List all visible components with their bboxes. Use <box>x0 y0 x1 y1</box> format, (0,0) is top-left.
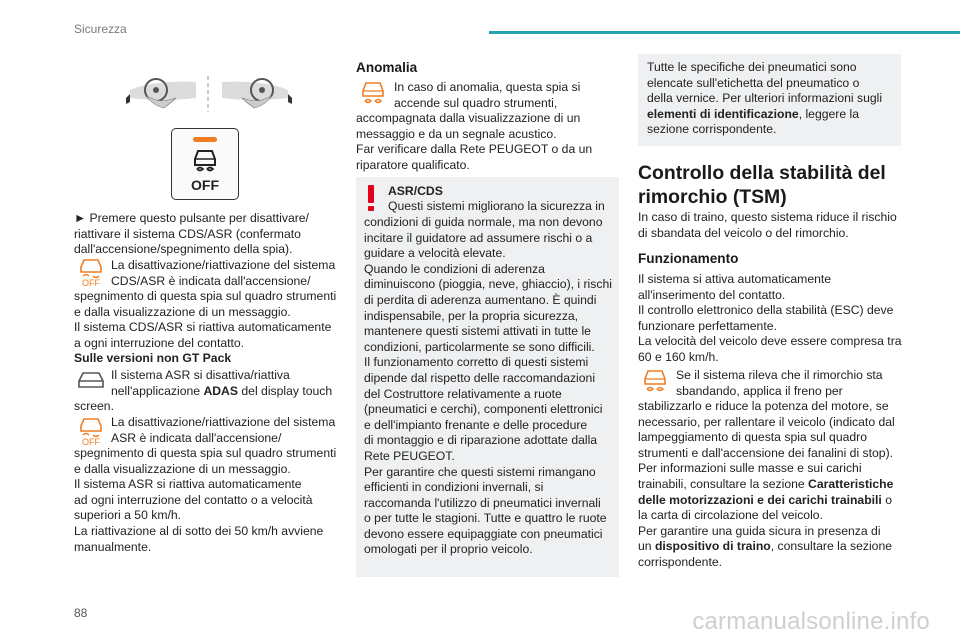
car-icon <box>75 369 107 391</box>
warning-body <box>364 215 614 558</box>
warning-line: omologati per il proprio veicolo. <box>364 542 533 557</box>
warning-line: (pneumatici e cerchi), componenti elettronici <box>364 402 603 417</box>
warning-line: del Costruttore relativamente a ruote <box>364 386 562 401</box>
left-paragraph-2a: La disattivazione/riattivazione del sistema CDS/ASR è indicata dall'accensione/ <box>111 258 336 288</box>
warning-line: condizioni di guida normale, ma non devono <box>364 215 603 229</box>
watermark: carmanualsonline.info <box>692 608 930 635</box>
warning-line-0: Questi sistemi migliorano la sicurezza in <box>388 199 605 213</box>
warning-line: incitare il guidatore ad assumere rischi o a <box>364 230 593 245</box>
esp-off-button-icon <box>171 128 239 200</box>
off-label: OFF <box>191 177 219 193</box>
icon-off-text-2: OFF <box>82 437 100 446</box>
skid-warning-icon-tsm <box>639 368 671 396</box>
warning-line: diminuiscono (pioggia, neve, ghiaccio), i rischi <box>364 277 612 292</box>
left-paragraph-3a: Il sistema ASR si disattiva/riattiva nell'applicazione ADAS del display touch <box>111 368 333 398</box>
funzionamento-heading: Funzionamento <box>638 251 739 266</box>
steering-wheel-left-icon <box>126 79 196 108</box>
warning-line: Quando le condizioni di aderenza <box>364 261 545 276</box>
warning-line: Il funzionamento corretto di questi sistemi <box>364 355 589 370</box>
left-paragraph-2b: spegnimento di questa spia sul quadro strumenti e dalla visualizzazione di un messaggio. Il sistema CDS/ASR si riattiva automaticamente a ogni interruzione del contatto. Sulle versioni non GT Pack <box>74 289 344 367</box>
asr-cds-warning-box <box>356 177 619 577</box>
steering-wheel-illustration <box>124 72 294 116</box>
subhead-non-gt: Sulle versioni non GT Pack <box>74 351 232 366</box>
warning-title: ASR/CDS <box>388 184 443 198</box>
left-paragraph-4b: spegnimento di questa spia sul quadro strumenti e dalla visualizzazione di un messaggio. Il sistema ASR si riattiva automaticamente ad ogni interruzione del contatto o a velocità superiori a 50 km/h. La riattivazione al di sotto dei 50 km/h avviene manualmente. <box>74 446 337 554</box>
warning-line: Per garantire che questi sistemi rimangano <box>364 464 596 479</box>
funz-text-a: Il sistema si attiva automaticamente all'inserimento del contatto. Il controllo elettronico della stabilità (ESC) deve funzionare perfettamente. La velocità del veicolo deve essere compresa tra 60 e 160 km/h. <box>638 272 902 364</box>
header-accent-bar <box>489 31 960 34</box>
left-paragraph-4a: La disattivazione/riattivazione del sistema ASR è indicata dall'accensione/ <box>111 415 336 445</box>
page-number: 88 <box>74 606 88 620</box>
tsm-title: Controllo della stabilità del rimorchio (TSM) <box>638 162 886 208</box>
warning-line: raccomanda l'utilizzo di pneumatici invernali <box>364 495 601 510</box>
icon-off-text: OFF <box>82 278 100 287</box>
warning-line: efficienti in condizioni invernali, si <box>364 480 544 495</box>
warning-line: indispensabile, per la propria sicurezza, <box>364 308 579 323</box>
skid-warning-icon <box>357 80 389 108</box>
warning-line: guidare a velocità elevate. <box>364 246 506 261</box>
steering-wheel-right-icon <box>222 79 292 108</box>
warning-line: mantenere questi sistemi attivati in tutte le <box>364 324 591 339</box>
tyre-info-box: Tutte le specifiche dei pneumatici sono elencate sull'etichetta del pneumatico o della vernice. Per ulteriori informazioni sugli elementi di identificazione, leggere la sezione corrispondente. <box>638 54 901 146</box>
left-paragraph-1: ► Premere questo pulsante per disattivare/ riattivare il sistema CDS/ASR (confermato dall'accensione/spegnimento della spia). <box>74 211 309 257</box>
warning-line: o per tutte le stagioni. Tutte e quattro le ruote <box>364 511 607 526</box>
section-title: Sicurezza <box>74 22 127 36</box>
warning-line: e dell'impianto frenante e delle procedure <box>364 417 588 432</box>
warning-line: dipende dal rispetto delle raccomandazioni <box>364 370 596 385</box>
skid-off-warning-icon-2 <box>75 416 107 446</box>
tsm-intro: In caso di traino, questo sistema riduce il rischio di sbandata del veicolo o del rimorchio. <box>638 210 897 240</box>
funz-text-b: Se il sistema rileva che il rimorchio sta sbandando, applica il freno per <box>676 368 883 398</box>
anomalia-text-b: accompagnata dalla visualizzazione di un messaggio e da un segnale acustico. Far verificare dalla Rete PEUGEOT o da un riparatore qualificato. <box>356 111 593 172</box>
anomalia-text-a: In caso di anomalia, questa spia si accende sul quadro strumenti, <box>394 80 581 110</box>
warning-line: di perdita di aderenza aumentano. È quindi <box>364 292 597 307</box>
anomalia-heading: Anomalia <box>356 60 418 75</box>
warning-line: di montaggio e di riparazione adottate dalla <box>364 433 598 448</box>
warning-line: devono essere equipaggiate con pneumatici <box>364 526 603 541</box>
skid-car-icon <box>189 147 221 175</box>
exclamation-icon <box>367 185 376 213</box>
funz-text-c: stabilizzarlo e riduce la potenza del motore, se necessario, per rallentare il veicolo (indicato dal lampeggiamento di questa spia sul quadro strumenti e dall'accensione dei fanalini di stop). Per informazioni sulle masse e sui carichi trainabili, consultare la sezione Caratteristiche delle motorizzazioni e dei carichi trainabili o la carta di circolazione del veicolo. Per garantire una guida sicura in presenza di un dispositivo di traino, consultare la sezione corrispondente. <box>638 399 895 569</box>
skid-off-warning-icon <box>75 257 107 287</box>
warning-line: Rete PEUGEOT. <box>364 448 455 463</box>
warning-line: condizioni, particolarmente se sono difficili. <box>364 339 595 354</box>
left-paragraph-3b: screen. <box>74 399 114 413</box>
led-indicator <box>193 137 217 142</box>
